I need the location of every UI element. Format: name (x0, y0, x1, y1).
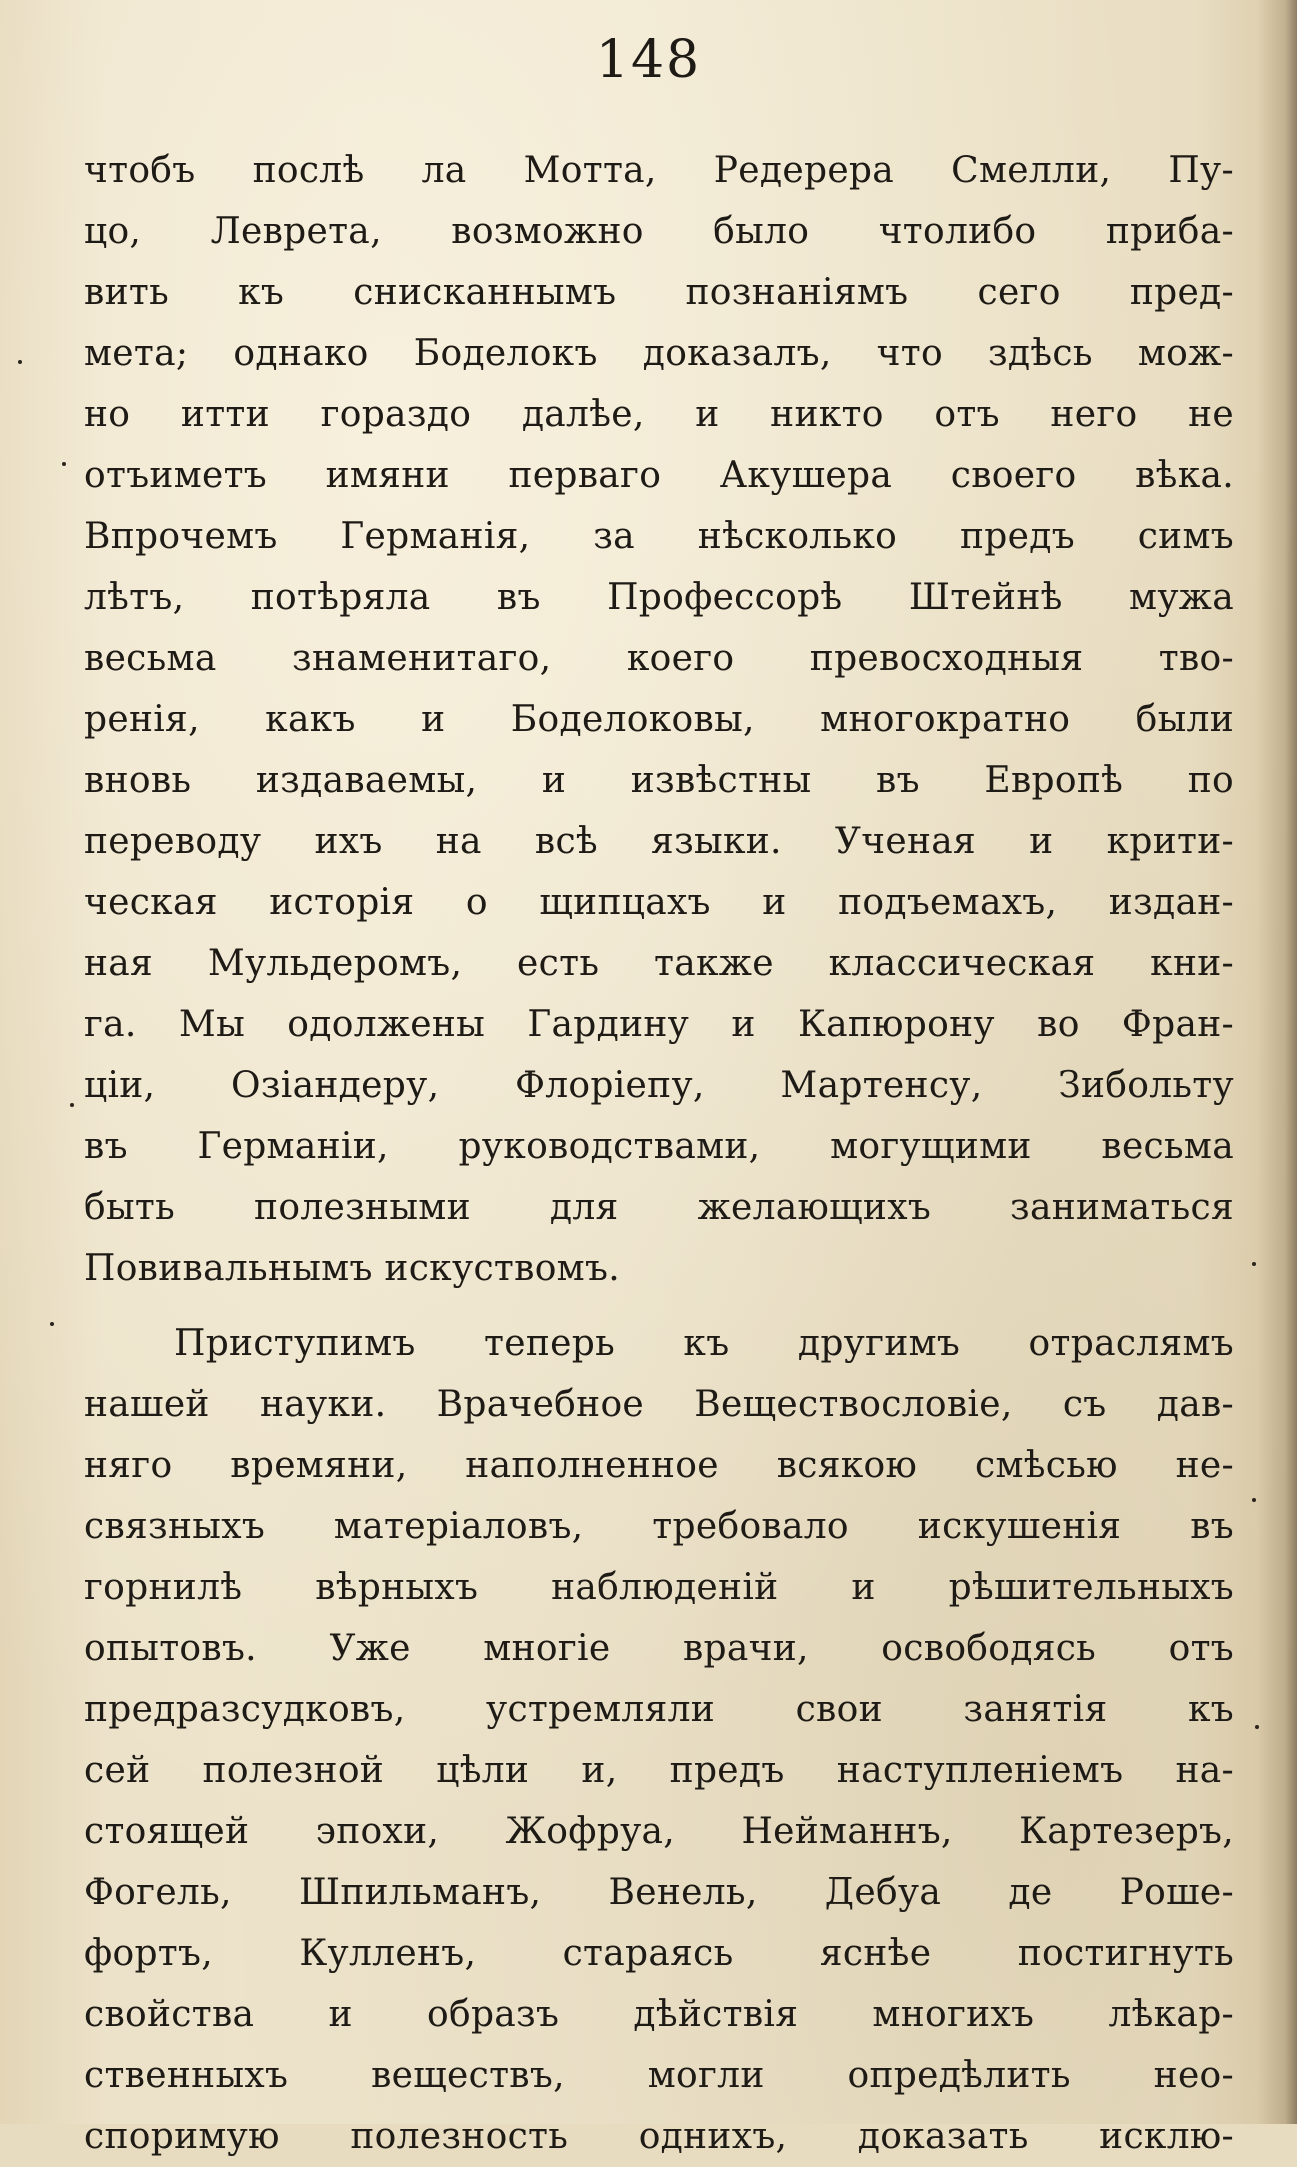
ink-speck (1252, 1262, 1256, 1266)
ink-speck (70, 1103, 74, 1107)
text-line: споримую полезность однихъ, доказать исклю- (84, 2116, 1234, 2157)
ink-speck (1252, 1498, 1256, 1502)
page-edge-shadow (1257, 0, 1297, 2124)
text-line: предразсудковъ, устремляли свои занятія къ (84, 1689, 1234, 1730)
text-line: Повивальнымъ искуствомъ. (84, 1248, 620, 1289)
text-line: га. Мы одолжены Гардину и Капюрону во Фран- (84, 1004, 1234, 1045)
text-line: лѣтъ, потѣряла въ Профессорѣ Штейнѣ мужа (84, 577, 1234, 618)
text-line: ная Мульдеромъ, есть также классическая кни- (84, 943, 1234, 984)
ink-speck (50, 1322, 54, 1326)
paragraph-gap (84, 1299, 1234, 1313)
text-line: сей полезной цѣли и, предъ наступленіемъ на- (84, 1750, 1234, 1791)
text-line: но итти гораздо далѣе, и никто отъ него не (84, 394, 1234, 435)
text-line: переводу ихъ на всѣ языки. Ученая и крити- (84, 821, 1234, 862)
paragraph-1 (84, 140, 1234, 1299)
text-line: отъиметъ имяни перваго Акушера своего вѣка. (84, 455, 1234, 496)
text-line: нашей науки. Врачебное Веществословіе, съ дав- (84, 1384, 1234, 1425)
text-line: горнилѣ вѣрныхъ наблюденій и рѣшительныхъ (84, 1567, 1234, 1608)
text-line: няго времяни, наполненное всякою смѣсью не- (84, 1445, 1234, 1486)
ink-speck (62, 462, 66, 466)
body-text (84, 140, 1234, 2167)
text-line: связныхъ матеріаловъ, требовало искушенія въ (84, 1506, 1234, 1547)
text-line: вить къ снисканнымъ познаніямъ сего пред- (84, 272, 1234, 313)
text-line: Впрочемъ Германія, за нѣсколько предъ симъ (84, 516, 1234, 557)
text-line: ческая исторія о щипцахъ и подъемахъ, издан- (84, 882, 1234, 923)
text-line: быть полезными для желающихъ заниматься (84, 1187, 1234, 1228)
page-number: 148 (595, 30, 702, 90)
text-line: цо, Леврета, возможно было чтолибо приба- (84, 211, 1234, 252)
text-line: чтобъ послѣ ла Мотта, Редерера Смелли, Пу- (84, 150, 1234, 191)
text-line: ственныхъ веществъ, могли опредѣлить нео- (84, 2055, 1234, 2096)
text-line: ціи, Озіандеру, Флоріепу, Мартенсу, Зибольту (84, 1065, 1234, 1106)
text-line: свойства и образъ дѣйствія многихъ лѣкар- (84, 1994, 1234, 2035)
text-line: мета; однако Боделокъ доказалъ, что здѣсь мож- (84, 333, 1234, 374)
text-line: ренія, какъ и Боделоковы, многократно были (84, 699, 1234, 740)
text-line: весьма знаменитаго, коего превосходныя тво- (84, 638, 1234, 679)
ink-speck (18, 360, 22, 364)
text-line: Фогель, Шпильманъ, Венель, Дебуа де Роше- (84, 1872, 1234, 1913)
text-line: опытовъ. Уже многіе врачи, освободясь отъ (84, 1628, 1234, 1669)
text-line: въ Германіи, руководствами, могущими весьма (84, 1126, 1234, 1167)
ink-speck (1255, 1725, 1259, 1729)
text-line: вновь издаваемы, и извѣстны въ Европѣ по (84, 760, 1234, 801)
text-line: стоящей эпохи, Жофруа, Нейманнъ, Картезеръ, (84, 1811, 1234, 1852)
paragraph-2 (84, 1313, 1234, 2167)
text-line: фортъ, Кулленъ, стараясь яснѣе постигнуть (84, 1933, 1234, 1974)
text-line: Приступимъ теперь къ другимъ отраслямъ (174, 1323, 1234, 1364)
